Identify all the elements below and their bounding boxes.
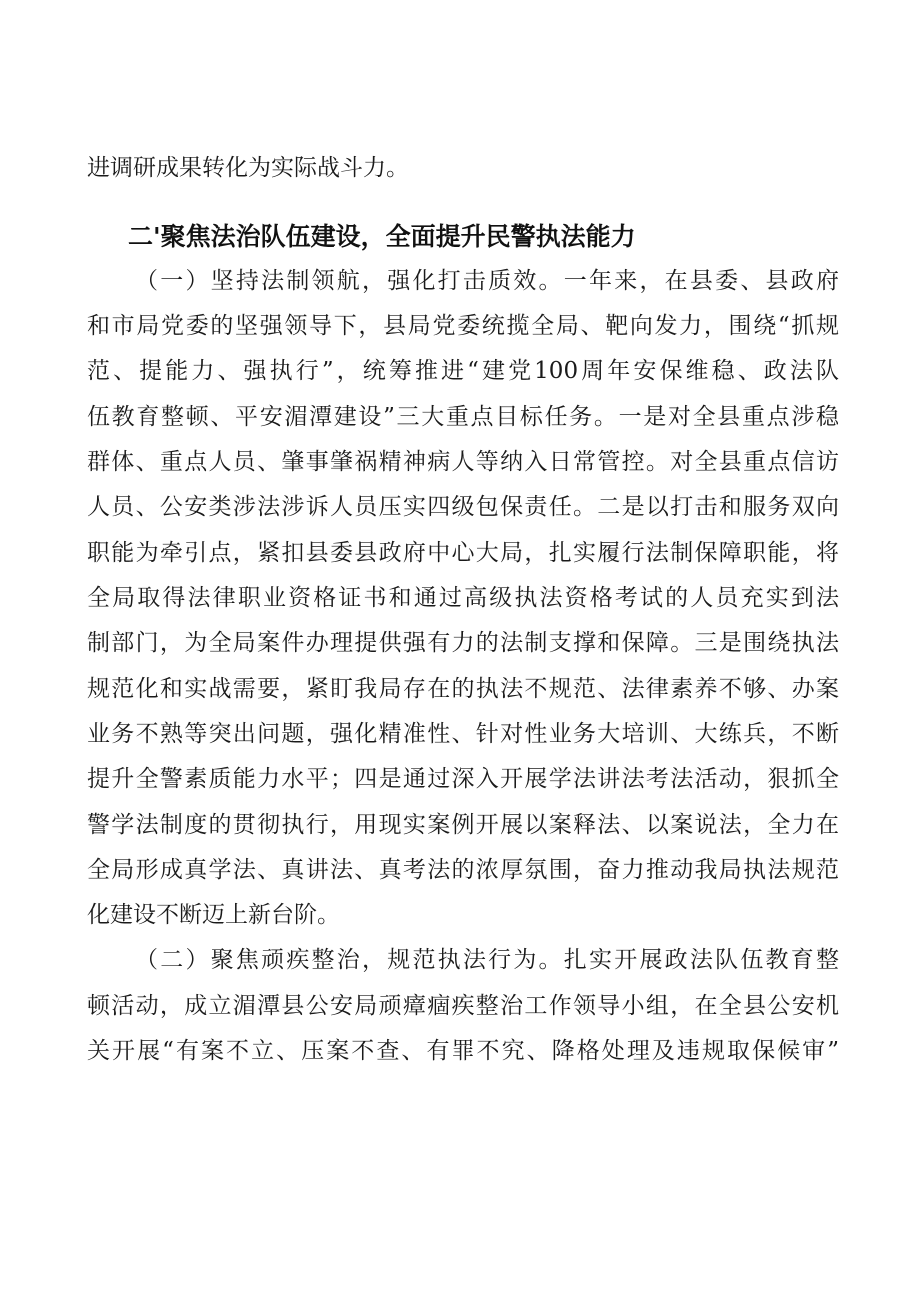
paragraph-1-line: （一）坚持法制领航，强化打击质效。一年来，在县委、县政府: [135, 268, 839, 294]
paragraph-1-line: 和市局党委的坚强领导下，县局党委统揽全局、靶向发力，围绕“抓规: [87, 313, 839, 339]
paragraph-1-line: 职能为牵引点，紧扣县委县政府中心大局，扎实履行法制保障职能，将: [87, 540, 839, 566]
paragraph-1-line: 范、提能力、强执行”，统筹推进“建党100周年安保维稳、政法队: [87, 358, 839, 384]
paragraph-1-line: 全局形成真学法、真讲法、真考法的浓厚氛围，奋力推动我局执法规范: [87, 857, 839, 883]
paragraph-1-line: 群体、重点人员、肇事肇祸精神病人等纳入日常管控。对全县重点信访: [87, 449, 839, 475]
paragraph-1-line: 伍教育整顿、平安湄潭建设”三大重点目标任务。一是对全县重点涉稳: [87, 404, 839, 430]
paragraph-1-line: 警学法制度的贯彻执行，用现实案例开展以案释法、以案说法，全力在: [87, 812, 839, 838]
paragraph-1-line: 全局取得法律职业资格证书和通过高级执法资格考试的人员充实到法: [87, 585, 839, 611]
paragraph-1-line: 规范化和实战需要，紧盯我局存在的执法不规范、法律素养不够、办案: [87, 676, 839, 702]
paragraph-1-line: 制部门，为全局案件办理提供强有力的法制支撑和保障。三是围绕执法: [87, 630, 839, 656]
paragraph-1-line: 化建设不断迈上新台阶。: [87, 902, 340, 928]
paragraph-2-line: 顿活动，成立湄潭县公安局顽瘴痼疾整治工作领导小组，在全县公安机: [87, 993, 839, 1019]
paragraph-2-line: （二）聚焦顽疾整治，规范执法行为。扎实开展政法队伍教育整: [135, 947, 839, 973]
paragraph-1-line: 业务不熟等突出问题，强化精准性、针对性业务大培训、大练兵，不断: [87, 721, 839, 747]
intro-fragment: 进调研成果转化为实际战斗力。: [87, 155, 409, 181]
paragraph-2-line: 关开展“有案不立、压案不查、有罪不究、降格处理及违规取保候审”: [87, 1038, 839, 1064]
paragraph-1-line: 提升全警素质能力水平；四是通过深入开展学法讲法考法活动，狠抓全: [87, 766, 839, 792]
section-heading: 二'聚焦法治队伍建设，全面提升民警执法能力: [128, 222, 636, 251]
paragraph-1-line: 人员、公安类涉法涉诉人员压实四级包保责任。二是以打击和服务双向: [87, 494, 839, 520]
